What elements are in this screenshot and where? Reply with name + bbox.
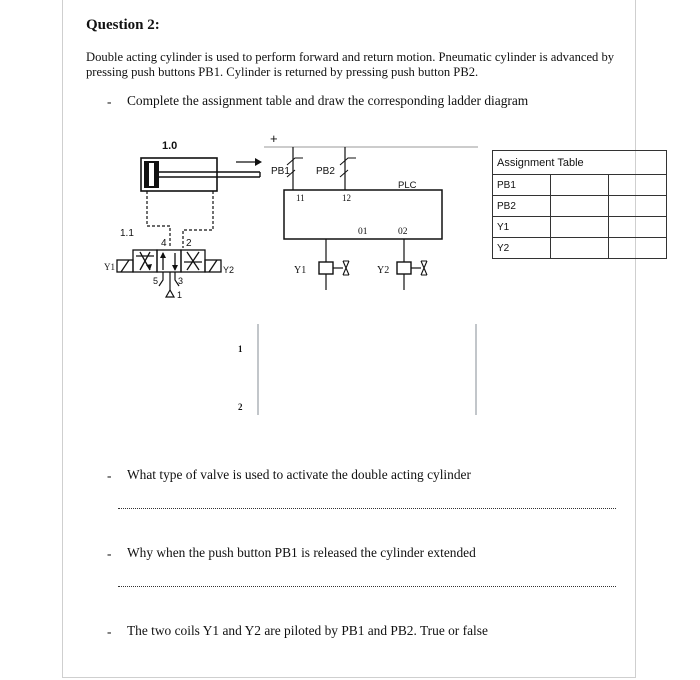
- bullet-marker: -: [107, 94, 112, 109]
- table-cell[interactable]: [551, 238, 609, 259]
- table-cell[interactable]: [609, 196, 667, 217]
- input-12: 12: [342, 193, 351, 203]
- port-2: 2: [186, 238, 192, 249]
- bullet-marker: -: [107, 468, 112, 483]
- pb2-label: PB2: [316, 166, 335, 177]
- answer-line-pb1-released[interactable]: [118, 586, 616, 587]
- exhaust-supply: [159, 272, 179, 297]
- table-header-row: [493, 151, 667, 175]
- port-1: 1: [177, 290, 183, 300]
- table-row: [493, 196, 667, 217]
- assignment-table-header: Assignment Table: [493, 151, 667, 175]
- solenoid-valve: [117, 250, 221, 272]
- cylinder-label: 1.0: [162, 140, 178, 152]
- coil-left-label: Y1: [104, 262, 115, 272]
- bullet-marker: -: [107, 624, 112, 639]
- table-row: [493, 217, 667, 238]
- ladder-diagram: [238, 324, 476, 415]
- row-label-pb1: PB1: [493, 175, 551, 196]
- air-lines: [147, 191, 213, 248]
- rung-1-label: 1: [238, 344, 243, 354]
- coil-y1-label: Y1: [294, 265, 307, 276]
- row-label-pb2: PB2: [493, 196, 551, 217]
- bullet-marker: -: [107, 546, 112, 561]
- table-row: [493, 175, 667, 196]
- plc-supply: +: [270, 131, 278, 146]
- assignment-table: [492, 150, 667, 259]
- plc-title: PLC: [398, 180, 417, 191]
- coil-right-label: Y2: [223, 265, 235, 275]
- question-intro: Double acting cylinder is used to perform forward and return motion. Pneumatic cylinder is advanced by pressing push buttons PB1. Cylinder is returned by pressing push button PB2.: [86, 50, 615, 79]
- answer-line-valve-type[interactable]: [118, 508, 616, 509]
- cylinder: [141, 140, 262, 191]
- bullet-text-true-false: The two coils Y1 and Y2 are piloted by PB1 and PB2. True or false: [127, 623, 488, 638]
- question-title: Question 2:: [86, 17, 160, 33]
- rung-2-label: 2: [238, 402, 243, 412]
- valve-label: 1.1: [120, 228, 134, 239]
- table-cell[interactable]: [609, 175, 667, 196]
- coil-y2-label: Y2: [377, 265, 390, 276]
- output-02: 02: [398, 227, 408, 237]
- table-cell[interactable]: [551, 175, 609, 196]
- coil-y1-symbol: [319, 262, 333, 274]
- port-4: 4: [161, 238, 167, 249]
- input-11: 11: [296, 193, 305, 203]
- row-label-y1: Y1: [493, 217, 551, 238]
- table-row: [493, 238, 667, 259]
- row-label-y2: Y2: [493, 238, 551, 259]
- table-cell[interactable]: [551, 217, 609, 238]
- pb1-label: PB1: [271, 166, 290, 177]
- output-01: 01: [358, 227, 368, 237]
- port-3: 3: [178, 276, 184, 286]
- bullet-text-pb1-released: Why when the push button PB1 is released the cylinder extended: [127, 545, 476, 560]
- port-5: 5: [153, 276, 159, 286]
- table-cell[interactable]: [609, 217, 667, 238]
- table-cell[interactable]: [609, 238, 667, 259]
- table-cell[interactable]: [551, 196, 609, 217]
- bullet-text-assignment: Complete the assignment table and draw the corresponding ladder diagram: [127, 93, 529, 108]
- coil-y2-symbol: [397, 262, 411, 274]
- bullet-text-valve-type: What type of valve is used to activate the double acting cylinder: [127, 467, 471, 482]
